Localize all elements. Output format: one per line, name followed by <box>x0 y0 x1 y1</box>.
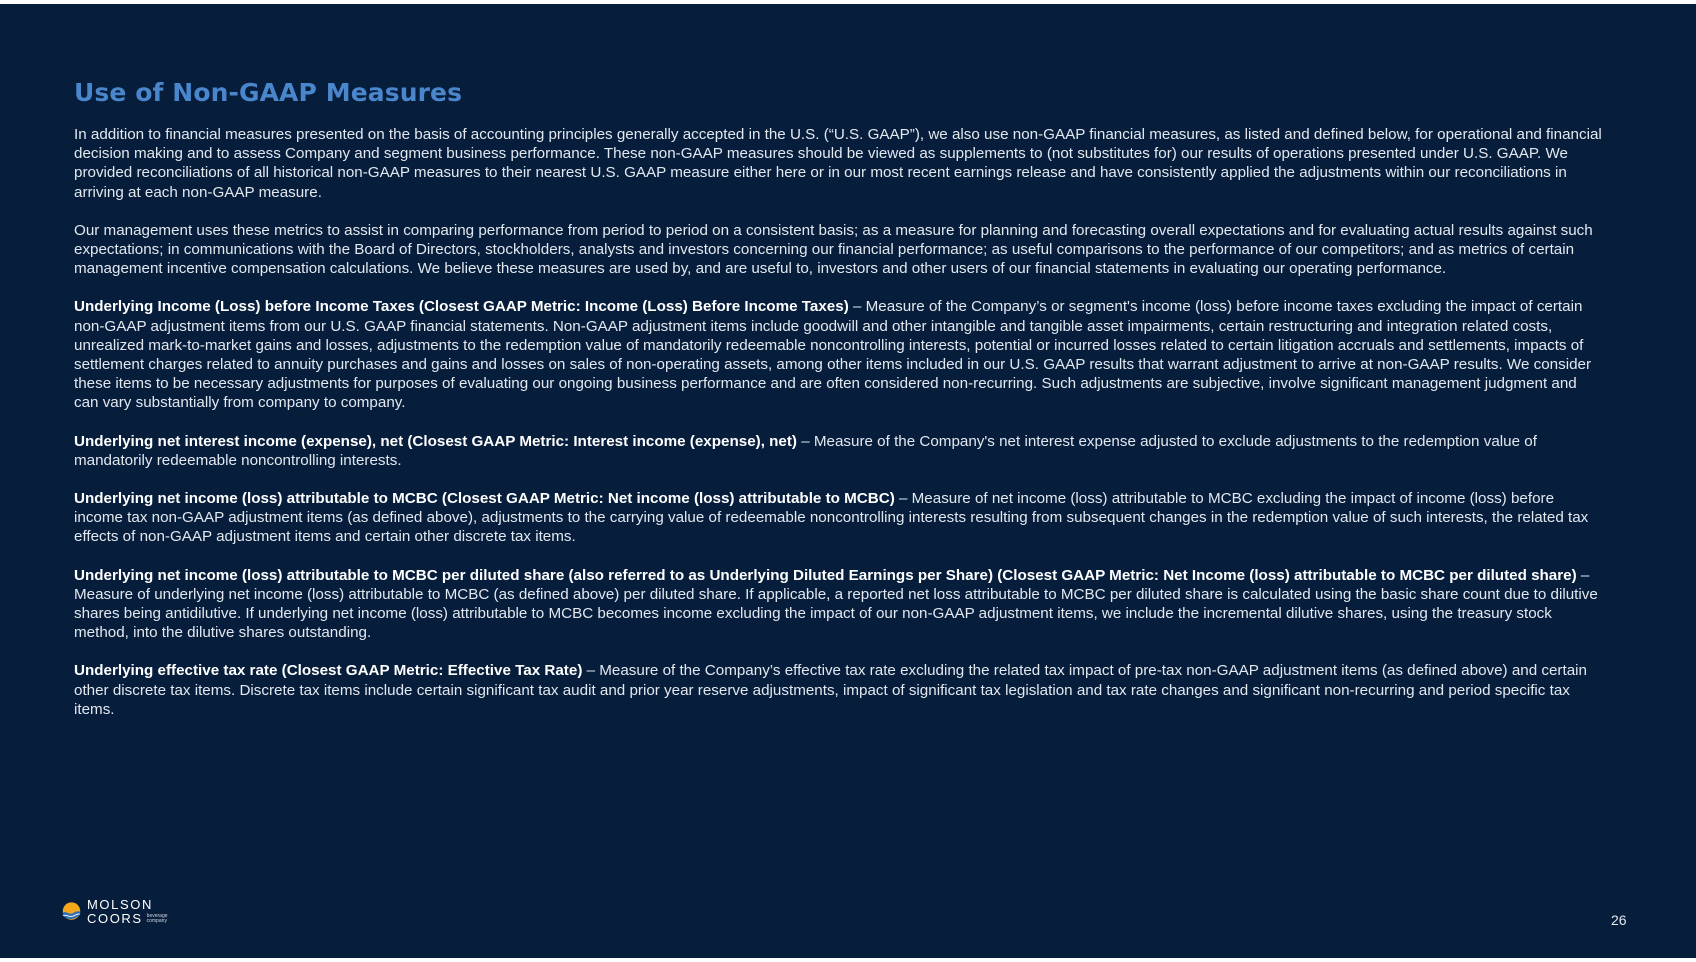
definition-heading: Underlying Income (Loss) before Income Taxes (Closest GAAP Metric: Income (Loss) Before Income Taxes) <box>74 298 849 316</box>
paragraph-body: Our management uses these metrics to assist in comparing performance from period to period on a consistent basis; as a measure for planning and forecasting overall expectations and for evaluating actual results against such expectations; in communications with the Board of Directors, stockholders, analysts and investors concerning our financial performance; as useful comparisons to the performance of our competitors; and as metrics of certain management incentive compensation calculations. We believe these measures are used by, and are useful to, investors and other users of our financial statements in evaluating our operating performance. <box>74 221 1593 278</box>
definition-heading: Underlying effective tax rate (Closest GAAP Metric: Effective Tax Rate) <box>74 662 583 680</box>
paragraph-intro <box>74 125 1604 202</box>
definition-body: – Measure of net income (loss) attributable to MCBC excluding the impact of income (loss) before income tax non-GAAP adjustment items (as defined above), adjustments to the carrying value of redeemable noncontrolling interests resulting from subsequent changes in the redemption value of such interests, the related tax effects of non-GAAP adjustment items and certain other discrete tax items. <box>74 490 1589 546</box>
definition-body: – Measure of underlying net income (loss) attributable to MCBC (as defined above) per diluted share. If applicable, a reported net loss attributable to MCBC per diluted share is calculated using the basic share count due to dilutive shares being antidilutive. If underlying net income (loss) attributable to MCBC becomes income excluding the impact of our non-GAAP adjustment items, we include the incremental dilutive shares, using the treasury stock method, into the dilutive shares outstanding. <box>74 566 1598 642</box>
definition-heading: Underlying net interest income (expense), net (Closest GAAP Metric: Interest income (expense), net) <box>74 432 797 450</box>
logo-line2: COORS <box>87 911 143 926</box>
sun-wave-logo-icon <box>62 901 81 923</box>
slide-body <box>74 125 1604 738</box>
page-title: Use of Non-GAAP Measures <box>74 78 463 107</box>
logo-sub2: company <box>146 918 167 924</box>
logo-wordmark <box>87 898 168 926</box>
definition-body: – Measure of the Company's net interest expense adjusted to exclude adjustments to the redemption value of mandatorily redeemable noncontrolling interests. <box>74 432 1537 469</box>
paragraph-underlying-net-income <box>74 489 1604 547</box>
paragraph-management-use <box>74 221 1604 279</box>
paragraph-underlying-effective-tax-rate <box>74 661 1604 719</box>
logo-subtitle <box>147 914 168 925</box>
definition-body: – Measure of the Company’s or segment's income (loss) before income taxes excluding the impact of certain non-GAAP adjustment items from our U.S. GAAP financial statements. Non-GAAP adjustment items include goodwill and other intangible and tangible asset impairments, certain restructuring and integration related costs, unrealized mark-to-market gains and losses, adjustments to the redemption value of mandatorily redeemable noncontrolling interests, potential or incurred losses related to certain litigation accruals and settlements, impacts of settlement charges related to annuity purchases and gains and losses on sales of non-operating assets, among other items included in our U.S. GAAP results that warrant adjustment to arrive at non-GAAP results. We consider these items to be necessary adjustments for purposes of evaluating our ongoing business performance and are often considered non-recurring. Such adjustments are subjective, involve significant management judgment and can vary substantially from company to company. <box>74 298 1592 412</box>
company-logo <box>62 898 168 926</box>
definition-body: – Measure of the Company’s effective tax rate excluding the related tax impact of pre-tax non-GAAP adjustment items (as defined above) and certain other discrete tax items. Discrete tax items include certain significant tax audit and prior year reserve adjustments, impact of significant tax legislation and tax rate changes and significant non-recurring and period specific tax items. <box>74 662 1587 718</box>
logo-line2-group <box>87 912 168 926</box>
paragraph-body: In addition to financial measures presented on the basis of accounting principles generally accepted in the U.S. (“U.S. GAAP”), we also use non-GAAP financial measures, as listed and defined below, for operational and financial decision making and to assess Company and segment business performance. These non-GAAP measures should be viewed as supplements to (not substitutes for) our results of operations presented under U.S. GAAP. We provided reconciliations of all historical non-GAAP measures to their nearest U.S. GAAP measure either here or in our most recent earnings release and have consistently applied the adjustments within our reconciliations in arriving at each non-GAAP measure. <box>74 126 1602 201</box>
logo-line1: MOLSON <box>87 897 153 912</box>
paragraph-underlying-diluted-eps <box>74 566 1604 643</box>
paragraph-underlying-income-before-taxes <box>74 297 1604 412</box>
slide <box>0 4 1696 958</box>
definition-heading: Underlying net income (loss) attributable to MCBC (Closest GAAP Metric: Net income (loss) attributable to MCBC) <box>74 490 895 508</box>
page-number: 26 <box>1611 912 1627 928</box>
logo-sub1: beverage <box>146 912 168 919</box>
paragraph-underlying-net-interest <box>74 432 1604 470</box>
definition-heading: Underlying net income (loss) attributable to MCBC per diluted share (also referred to as Underlying Diluted Earnings per Share) (Closest GAAP Metric: Net Income (loss) attributable to MCBC per diluted share) <box>74 566 1577 584</box>
